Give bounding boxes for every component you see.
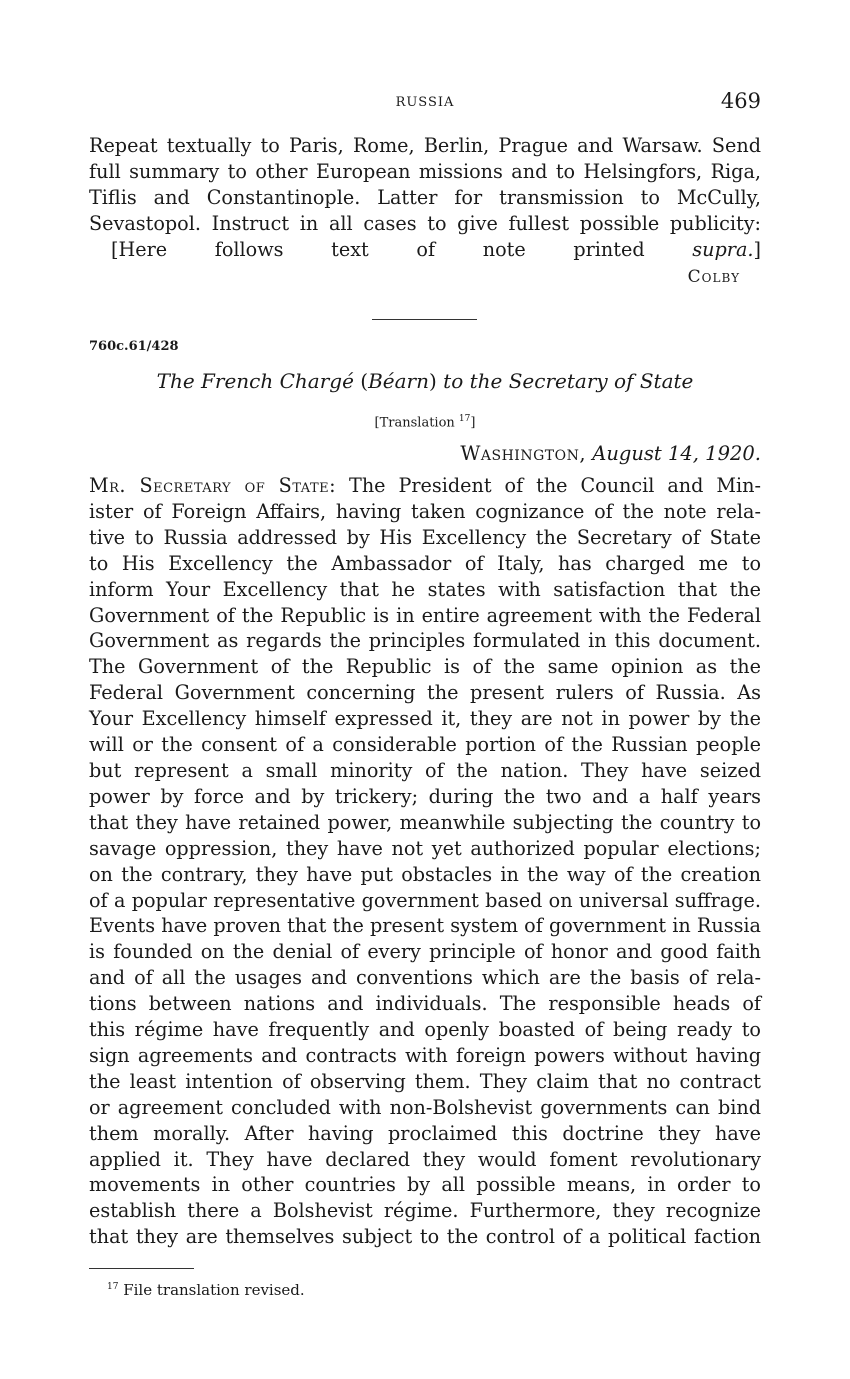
footnote-reference: 17 <box>458 414 471 424</box>
dateline-place: Washington, <box>460 442 587 465</box>
text-line: sign agreements and contracts with foreign powers without having <box>89 1043 761 1067</box>
text-line: tions between nations and individuals. The responsible heads of <box>89 992 761 1016</box>
text-line: power by force and by trickery; during the two and a half years <box>89 784 761 808</box>
previous-document-text <box>89 133 761 263</box>
text-line: Federal Government concerning the present rulers of Russia. As <box>89 681 761 705</box>
text-line: Government as regards the principles formulated in this document. <box>89 629 761 653</box>
editorial-note-italic: supra. <box>692 237 754 261</box>
file-number: 760c.61/428 <box>89 339 179 354</box>
text-line: savage oppression, they have not yet authorized popular elections; <box>89 836 761 860</box>
text-line: on the contrary, they have put obstacles in the way of the creation <box>89 862 761 886</box>
running-head <box>0 89 850 115</box>
salutation: Mr. Secretary of State: <box>89 474 337 497</box>
title-open-paren: ( <box>360 369 369 393</box>
text-line: that they have retained power, meanwhile subjecting the country to <box>89 810 761 834</box>
text-line: Repeat textually to Paris, Rome, Berlin, Prague and Warsaw. Send <box>89 134 761 157</box>
text-line: that they are themselves subject to the control of a political faction <box>89 1225 761 1249</box>
footnote <box>107 1281 305 1299</box>
text-line: the least intention of observing them. They claim that no contract <box>89 1069 761 1093</box>
editorial-note-text: [Here follows text of note printed <box>111 237 693 261</box>
text-line: them morally. After having proclaimed this doctrine they have <box>89 1121 761 1145</box>
text-line: Events have proven that the present system of government in Russia <box>89 914 761 938</box>
footnote-divider <box>89 1268 194 1269</box>
text-line: or agreement concluded with non-Bolshevist governments can bind <box>89 1095 761 1119</box>
text-line: tive to Russia addressed by His Excellency the Secretary of State <box>89 525 761 549</box>
text-line: Tiflis and Constantinople. Latter for transmission to McCully, <box>89 185 761 209</box>
section-divider <box>372 319 477 320</box>
editorial-note-close: ] <box>753 237 761 261</box>
text-line: is founded on the denial of every principle of honor and good faith <box>89 940 761 964</box>
title-close-paren: ) <box>429 369 437 393</box>
text-line: of a popular representative government based on universal suffrage. <box>89 888 761 912</box>
title-name: Béarn <box>368 369 429 393</box>
page-number: 469 <box>720 89 761 113</box>
translation-label: [Translation <box>374 415 455 431</box>
first-line-text: The President of the Council and Min- <box>336 474 761 497</box>
footnote-text: File translation revised. <box>118 1281 305 1299</box>
text-line: Sevastopol. Instruct in all cases to give fullest possible publicity: <box>89 211 761 235</box>
text-line: and of all the usages and conventions which are the basis of rela- <box>89 966 761 990</box>
footnote-number: 17 <box>107 1282 119 1292</box>
text-line: but represent a small minority of the nation. They have seized <box>89 758 761 782</box>
text-line: Government of the Republic is in entire agreement with the Federal <box>89 603 761 627</box>
text-line: ister of Foreign Affairs, having taken cognizance of the note rela- <box>89 499 761 523</box>
text-line: Your Excellency himself expressed it, they are not in power by the <box>89 707 761 731</box>
title-part2: to the Secretary of State <box>436 369 694 393</box>
document-title <box>0 369 850 393</box>
dateline-date: August 14, 1920. <box>592 442 761 465</box>
document-body <box>89 473 761 1250</box>
text-line: will or the consent of a considerable portion of the Russian people <box>89 733 761 757</box>
text-line: The Government of the Republic is of the same opinion as the <box>89 655 761 679</box>
signature: Colby <box>687 267 740 287</box>
translation-note <box>0 414 850 430</box>
text-line: this régime have frequently and openly boasted of being ready to <box>89 1018 761 1042</box>
first-line <box>89 473 761 499</box>
text-line: to His Excellency the Ambassador of Italy, has charged me to <box>89 551 761 575</box>
text-line: applied it. They have declared they would foment revolutionary <box>89 1147 761 1171</box>
running-title: RUSSIA <box>395 95 455 110</box>
text-line: inform Your Excellency that he states with satisfaction that the <box>89 577 761 601</box>
text-line: movements in other countries by all possible means, in order to <box>89 1173 761 1197</box>
translation-close: ] <box>470 415 476 431</box>
dateline <box>460 442 761 465</box>
editorial-note <box>89 237 761 263</box>
title-part1: The French Chargé <box>156 369 361 393</box>
text-line: establish there a Bolshevist régime. Furthermore, they recognize <box>89 1199 761 1223</box>
text-line: full summary to other European missions and to Helsingfors, Riga, <box>89 159 761 183</box>
